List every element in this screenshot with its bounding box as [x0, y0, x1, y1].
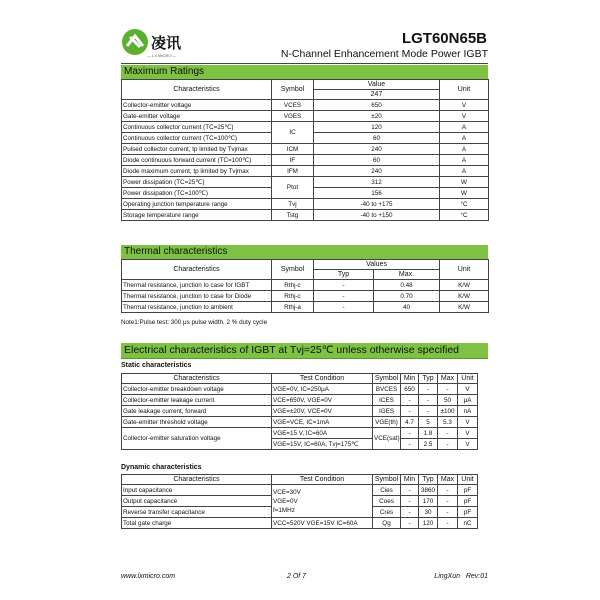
cell: VGE=0V, IC=250μA [272, 384, 373, 395]
static-table [121, 373, 478, 450]
cell: - [438, 496, 458, 507]
cell: 3860 [419, 485, 438, 496]
table-row [122, 428, 478, 439]
col-header: Characteristics [122, 260, 272, 280]
dynamic-table [121, 474, 478, 529]
table-row [122, 280, 489, 291]
cell: Collector-emitter leakage current [122, 395, 272, 406]
cell: 0.70 [374, 291, 440, 302]
cell: 5 [419, 417, 438, 428]
cell: Cres [373, 507, 401, 518]
cell: 60 [314, 133, 440, 144]
header-rule [121, 63, 488, 64]
cell: V [458, 417, 478, 428]
table-row [122, 518, 478, 529]
cell: VCES [272, 100, 314, 111]
test-condition-line: VCE=30V [273, 488, 301, 496]
table-row [122, 210, 489, 221]
col-header: Min [401, 475, 419, 485]
test-condition-line: f=1MHz [273, 506, 295, 514]
cell: Rthj-a [272, 302, 314, 313]
table-row [122, 395, 478, 406]
col-header: Max [438, 374, 458, 384]
cell: 40 [374, 302, 440, 313]
cell: 650 [401, 384, 419, 395]
cell: 170 [419, 496, 438, 507]
cell: IGES [373, 406, 401, 417]
cell: VGE=15 V, IC=60A [272, 428, 373, 439]
cell: Coes [373, 496, 401, 507]
col-header: Test Condition [272, 374, 373, 384]
cell: ±20 [314, 111, 440, 122]
col-header: Value [314, 80, 440, 90]
cell: Gate-emitter threshold voltage [122, 417, 272, 428]
cell: Collector-emitter voltage [122, 100, 272, 111]
table-row [122, 100, 489, 111]
cell: - [419, 395, 438, 406]
cell [272, 485, 373, 518]
col-header: Values [314, 260, 440, 270]
footer-page: 2 Of 7 [287, 573, 307, 580]
cell: V [440, 111, 489, 122]
cell: 5.3 [438, 417, 458, 428]
col-header: Characteristics [122, 80, 272, 100]
thermal-table [121, 259, 489, 313]
cell: Tvj [272, 199, 314, 210]
cell: - [314, 291, 374, 302]
cell: nC [458, 518, 478, 529]
col-header: Symbol [272, 260, 314, 280]
cell: VCC=520V VGE=15V IC=60A [272, 518, 373, 529]
cell: 240 [314, 166, 440, 177]
cell: Collector-emitter breakdown voltage [122, 384, 272, 395]
cell: 0.48 [374, 280, 440, 291]
cell: - [401, 496, 419, 507]
table-row [122, 144, 489, 155]
cell: - [314, 280, 374, 291]
thermal-note: Note1:Pulse test: 300 μs pulse width, 2 % duty cycle [121, 319, 268, 326]
col-header: Typ [314, 270, 374, 280]
cell: - [438, 439, 458, 450]
cell: pF [458, 496, 478, 507]
cell: A [440, 144, 489, 155]
cell: Total gate charge [122, 518, 272, 529]
cell: A [440, 155, 489, 166]
cell: Diode maximum current, tp limited by Tvjmax [122, 166, 272, 177]
table-row [122, 122, 489, 133]
cell: Thermal resistance, junction to case for Diode [122, 291, 272, 302]
cell: Tstg [272, 210, 314, 221]
section-thermal: Thermal characteristics [121, 245, 488, 260]
cell: V [458, 384, 478, 395]
cell: W [440, 188, 489, 199]
cell: IF [272, 155, 314, 166]
cell: V [458, 439, 478, 450]
col-header: Typ [419, 374, 438, 384]
section-max-ratings: Maximum Ratings [121, 65, 488, 80]
cell: - [401, 507, 419, 518]
cell: - [401, 485, 419, 496]
cell: Power dissipation (TC=25℃) [122, 177, 272, 188]
cell: V [440, 100, 489, 111]
cell: - [419, 384, 438, 395]
cell: 240 [314, 144, 440, 155]
cell: °C [440, 199, 489, 210]
static-title: Static characteristics [121, 362, 192, 369]
col-header: Min [401, 374, 419, 384]
section-electrical: Electrical characteristics of IGBT at Tvj=25℃ unless otherwise specified [121, 343, 488, 359]
cell: V [458, 428, 478, 439]
cell: - [438, 485, 458, 496]
logo-emblem-icon [121, 28, 149, 56]
cell: Input capacitance [122, 485, 272, 496]
cell: Gate leakage current, forward [122, 406, 272, 417]
col-header: Unit [440, 260, 489, 280]
cell: VGES [272, 111, 314, 122]
cell: -40 to +175 [314, 199, 440, 210]
table-row [122, 111, 489, 122]
cell: 4.7 [401, 417, 419, 428]
cell: Rthj-c [272, 280, 314, 291]
cell: Thermal resistance, junction to case for IGBT [122, 280, 272, 291]
max-ratings-table [121, 79, 489, 221]
col-header: Symbol [373, 374, 401, 384]
cell: 156 [314, 188, 440, 199]
cell: VCE=650V, VGE=0V [272, 395, 373, 406]
logo-text: 凌讯 [151, 34, 182, 52]
cell: - [401, 395, 419, 406]
cell: IFM [272, 166, 314, 177]
cell: - [314, 302, 374, 313]
cell: Output capacitance [122, 496, 272, 507]
cell: Storage temperature range [122, 210, 272, 221]
cell: 120 [314, 122, 440, 133]
col-header: Symbol [373, 475, 401, 485]
col-header: Max. [374, 270, 440, 280]
cell: - [438, 507, 458, 518]
cell: K/W [440, 302, 489, 313]
col-header: Typ [419, 475, 438, 485]
cell: Power dissipation (TC=100℃) [122, 188, 272, 199]
cell: 1.8 [419, 428, 438, 439]
cell: W [440, 177, 489, 188]
cell: Qg [373, 518, 401, 529]
table-row [122, 406, 478, 417]
logo-subtext: — LX MICRO — [147, 53, 177, 58]
cell: A [440, 133, 489, 144]
cell: VGE=15V, IC=60A, Tvj=175℃ [272, 439, 373, 450]
col-header: Max [438, 475, 458, 485]
cell: Diode continuous forward current (TC=100℃) [122, 155, 272, 166]
cell: Gate-emitter voltage [122, 111, 272, 122]
cell: K/W [440, 291, 489, 302]
cell: 30 [419, 507, 438, 518]
col-header: Characteristics [122, 475, 272, 485]
cell: 60 [314, 155, 440, 166]
table-row [122, 155, 489, 166]
table-row [122, 302, 489, 313]
col-header: Characteristics [122, 374, 272, 384]
cell: - [401, 428, 419, 439]
table-row [122, 485, 478, 496]
cell: K/W [440, 280, 489, 291]
cell: 120 [419, 518, 438, 529]
cell: - [401, 406, 419, 417]
table-row [122, 199, 489, 210]
col-header: 247 [314, 90, 440, 100]
table-row [122, 384, 478, 395]
col-header: Test Condition [272, 475, 373, 485]
cell: Reverse transfer capacitance [122, 507, 272, 518]
cell: μA [458, 395, 478, 406]
cell: - [438, 518, 458, 529]
footer-url[interactable]: www.lxmicro.com [121, 573, 176, 580]
cell: 50 [438, 395, 458, 406]
part-number: LGT60N65B [401, 30, 487, 47]
cell: VCE(sat) [373, 428, 401, 450]
cell: Continuous collector current (TC=100℃) [122, 133, 272, 144]
cell: Operating junction temperature range [122, 199, 272, 210]
cell: 2.5 [419, 439, 438, 450]
cell: VGE=±20V, VCE=0V [272, 406, 373, 417]
cell: 312 [314, 177, 440, 188]
cell: A [440, 122, 489, 133]
cell: VGE(th) [373, 417, 401, 428]
cell: Thermal resistance, junction to ambient [122, 302, 272, 313]
cell: pF [458, 485, 478, 496]
col-header: Unit [458, 374, 478, 384]
cell: -40 to +150 [314, 210, 440, 221]
cell: IC [272, 122, 314, 144]
cell: A [440, 166, 489, 177]
cell: nA [458, 406, 478, 417]
cell: Continuous collector current (TC=25℃) [122, 122, 272, 133]
logo [121, 28, 191, 62]
cell: Cies [373, 485, 401, 496]
col-header: Unit [458, 475, 478, 485]
table-row [122, 177, 489, 188]
dynamic-title: Dynamic characteristics [121, 464, 202, 471]
cell: - [438, 384, 458, 395]
cell: - [401, 439, 419, 450]
cell: Rthj-c [272, 291, 314, 302]
cell: Ptot [272, 177, 314, 199]
cell: - [438, 428, 458, 439]
cell: 650 [314, 100, 440, 111]
test-condition-line: VGE=0V [273, 497, 298, 505]
cell: - [419, 406, 438, 417]
cell: ICM [272, 144, 314, 155]
cell: - [401, 518, 419, 529]
cell: Collector-emitter saturation voltage [122, 428, 272, 450]
cell: °C [440, 210, 489, 221]
cell: BVCES [373, 384, 401, 395]
subtitle: N-Channel Enhancement Mode Power IGBT [280, 48, 488, 60]
col-header: Symbol [272, 80, 314, 100]
table-row [122, 291, 489, 302]
cell: pF [458, 507, 478, 518]
table-row [122, 417, 478, 428]
cell: VGE=VCE, IC=1mA [272, 417, 373, 428]
cell: ICES [373, 395, 401, 406]
table-row [122, 166, 489, 177]
cell: ±100 [438, 406, 458, 417]
cell: Pulsed collector current, tp limited by Tvjmax [122, 144, 272, 155]
footer-rev: LingXun Rev:01 [434, 573, 488, 580]
col-header: Unit [440, 80, 489, 100]
